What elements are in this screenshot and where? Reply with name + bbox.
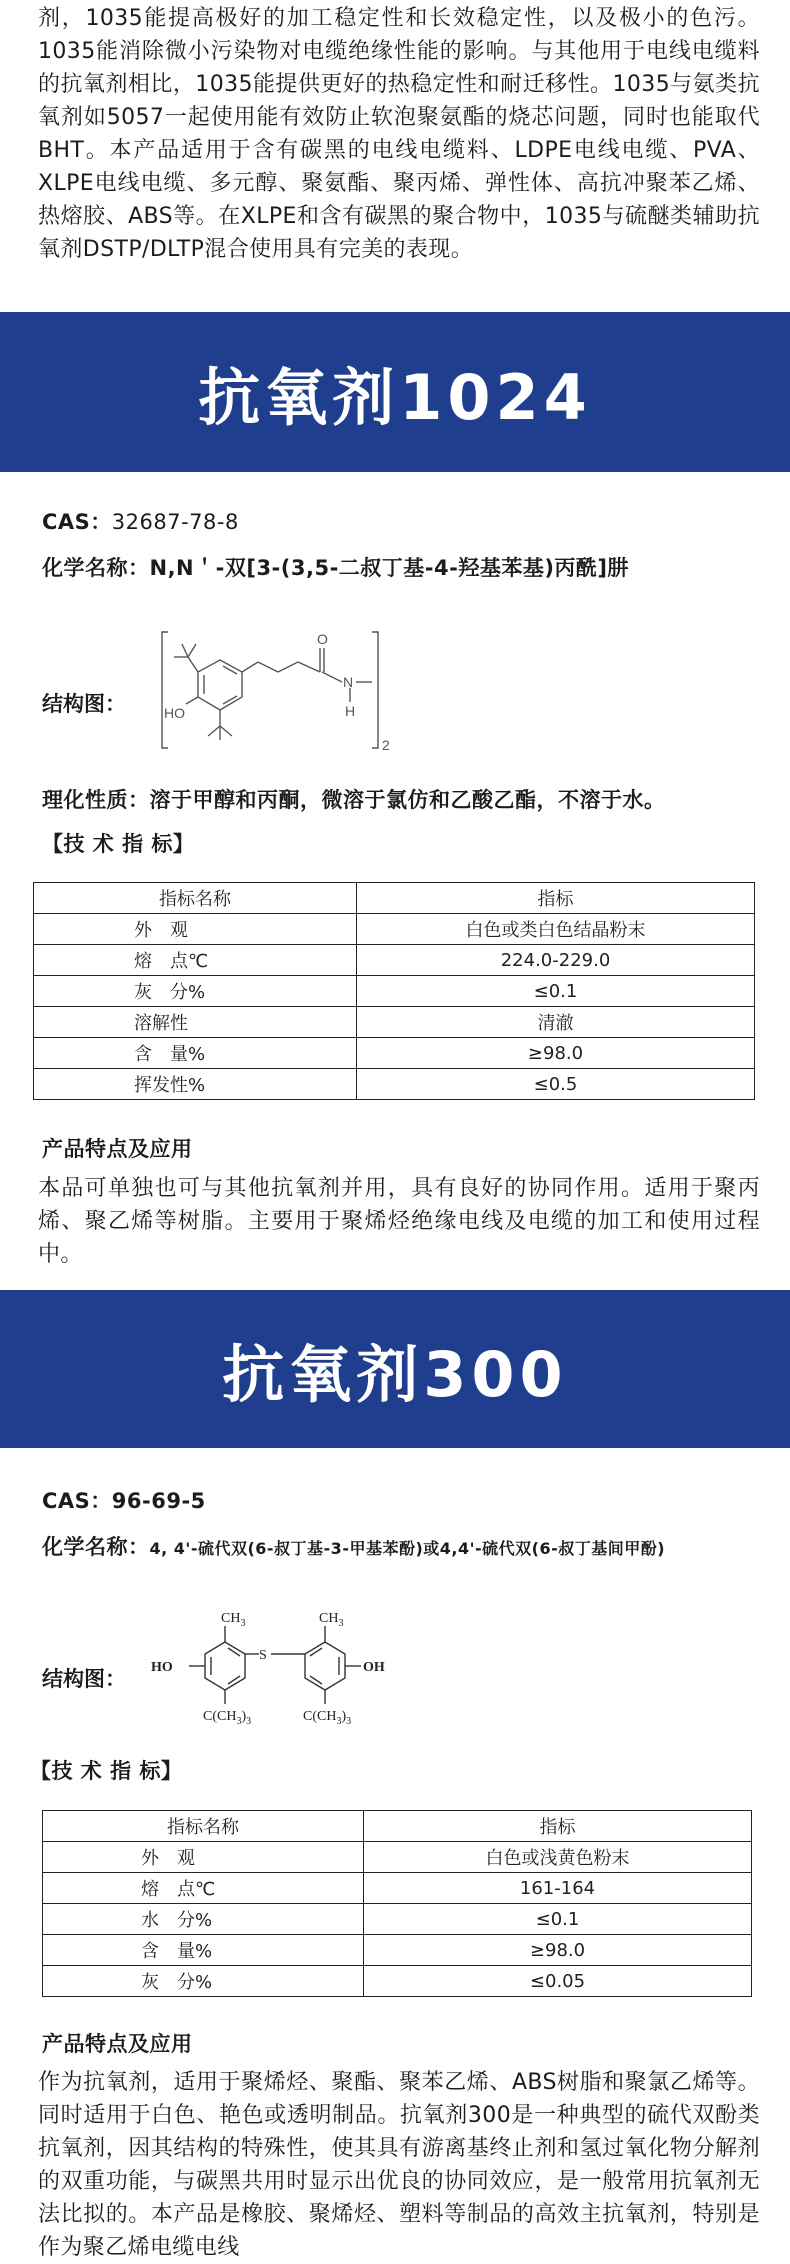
tbutyl-subscript-outer: 3	[246, 1716, 252, 1727]
spec-table-300	[42, 1810, 752, 1997]
methyl-subscript: 3	[338, 1618, 344, 1629]
table-cell: ≤0.1	[357, 976, 755, 1007]
sulfur-label: S	[259, 1648, 267, 1663]
section-banner-1024	[0, 312, 790, 472]
table-cell: ≤0.1	[364, 1904, 752, 1935]
cas-line-1024	[42, 506, 239, 536]
intro-paragraph: 剂，1035能提高极好的加工稳定性和长效稳定性，以及极小的色污。1035能消除微小污染物对电缆绝缘性能的影响。与其他用于电线电缆料的抗氧剂相比，1035能提供更好的热稳定性和耐迁移性。1035与氨类抗氧剂如5057一起使用能有效防止软泡聚氨酯的烧芯问题，同时也能取代BHT。本产品适用于含有碳黑的电线电缆料、LDPE电线电缆、PVA、XLPE电线电缆、多元醇、聚氨酯、聚丙烯、弹性体、高抗冲聚苯乙烯、热熔胶、ABS等。在XLPE和含有碳黑的聚合物中，1035与硫醚类辅助抗氧剂DSTP/DLTP混合使用具有完美的表现。	[38, 6, 760, 262]
table-cell: ≥98.0	[357, 1038, 755, 1069]
table-row	[34, 1038, 755, 1069]
table-row	[43, 1935, 752, 1966]
features-title-1024: 产品特点及应用	[42, 1137, 193, 1161]
tbutyl-subscript: 3	[236, 1716, 242, 1727]
table-cell: ≤0.05	[364, 1966, 752, 1997]
table-cell: 含 量%	[34, 1038, 357, 1069]
repeat-subscript: 2	[382, 737, 390, 753]
table-row	[43, 1873, 752, 1904]
tbutyl-text: C(CH	[303, 1709, 337, 1724]
table-header: 指标	[357, 883, 755, 914]
table-row	[34, 976, 755, 1007]
cas-label: CAS：	[42, 1489, 112, 1513]
table-cell: 224.0-229.0	[357, 945, 755, 976]
tbutyl-paren: )	[241, 1709, 247, 1724]
section-banner-300	[0, 1290, 790, 1448]
cas-label: CAS：	[42, 510, 112, 534]
spec-title-300: 【技 术 指 标】	[30, 1759, 183, 1783]
table-cell: 灰 分%	[34, 976, 357, 1007]
methyl-text: CH	[319, 1611, 339, 1626]
section-title-1024: 抗氧剂1024	[198, 360, 592, 434]
amide-n-label: N	[343, 674, 354, 690]
table-cell: 161-164	[364, 1873, 752, 1904]
table-cell: 挥发性%	[34, 1069, 357, 1100]
table-row	[34, 945, 755, 976]
property-line-1024	[42, 784, 666, 814]
table-row	[34, 1007, 755, 1038]
table-cell: 清澈	[357, 1007, 755, 1038]
chem-name-line-1024	[42, 552, 629, 582]
table-cell: ≥98.0	[364, 1935, 752, 1966]
tbutyl-subscript: 3	[336, 1716, 342, 1727]
structure-diagram-1024	[160, 622, 400, 757]
table-cell: 溶解性	[34, 1007, 357, 1038]
chem-name-line-300	[42, 1531, 665, 1561]
tbutyl-paren: )	[341, 1709, 347, 1724]
oh-group-label: OH	[363, 1660, 385, 1675]
table-row	[34, 1069, 755, 1100]
tbutyl-label-right	[303, 1709, 351, 1727]
table-cell: ≤0.5	[357, 1069, 755, 1100]
ho-group-label: HO	[164, 705, 185, 721]
table-cell: 白色或浅黄色粉末	[364, 1842, 752, 1873]
features-title-300: 产品特点及应用	[42, 2032, 193, 2056]
methyl-label-right	[319, 1611, 343, 1629]
chem-name-value: N,N＇-双[3-(3,5-二叔丁基-4-羟基苯基)丙酰]肼	[149, 556, 630, 580]
structure-label-1024: 结构图：	[42, 692, 126, 716]
property-value: 溶于甲醇和丙酮，微溶于氯仿和乙酸乙酯，不溶于水。	[149, 788, 666, 812]
table-header: 指标名称	[34, 883, 357, 914]
features-text-300: 作为抗氧剂，适用于聚烯烃、聚酯、聚苯乙烯、ABS树脂和聚氯乙烯等。同时适用于白色、艳色或透明制品。抗氧剂300是一种典型的硫代双酚类抗氧剂，因其结构的特殊性，使其具有游离基终止剂和氢过氧化物分解剂的双重功能，与碳黑共用时显示出优良的协同效应，是一般常用抗氧剂无法比拟的。本产品是橡胶、聚烯烃、塑料等制品的高效主抗氧剂，特别是作为聚乙烯电缆电线	[38, 2070, 760, 2260]
table-header-row	[43, 1811, 752, 1842]
tbutyl-label-left	[203, 1709, 251, 1727]
amide-h-label: H	[345, 703, 356, 719]
ho-group-label: HO	[151, 1660, 173, 1675]
cas-value: 96-69-5	[111, 1489, 206, 1513]
table-cell: 水 分%	[43, 1904, 364, 1935]
table-cell: 外 观	[43, 1842, 364, 1873]
cas-line-300	[42, 1485, 206, 1515]
table-row	[43, 1966, 752, 1997]
tbutyl-subscript-outer: 3	[346, 1716, 352, 1727]
table-cell: 外 观	[34, 914, 357, 945]
table-row	[34, 914, 755, 945]
chem-name-label: 化学名称：	[42, 556, 150, 580]
table-cell: 含 量%	[43, 1935, 364, 1966]
spec-table-1024	[33, 882, 755, 1100]
tbutyl-text: C(CH	[203, 1709, 237, 1724]
features-text-1024: 本品可单独也可与其他抗氧剂并用，具有良好的协同作用。适用于聚丙烯、聚乙烯等树脂。主要用于聚烯烃绝缘电线及电缆的加工和使用过程中。	[38, 1176, 760, 1267]
table-cell: 白色或类白色结晶粉末	[357, 914, 755, 945]
chem-name-label: 化学名称：	[42, 1535, 150, 1559]
chem-name-value: 4, 4'-硫代双(6-叔丁基-3-甲基苯酚)或4,4'-硫代双(6-叔丁基间甲酚)	[149, 1539, 666, 1558]
methyl-subscript: 3	[240, 1618, 246, 1629]
table-row	[43, 1904, 752, 1935]
cas-value: 32687-78-8	[111, 510, 239, 534]
spec-title-1024: 【技 术 指 标】	[42, 832, 195, 856]
table-header: 指标名称	[43, 1811, 364, 1842]
methyl-text: CH	[221, 1611, 241, 1626]
carbonyl-o-label: O	[317, 631, 328, 647]
table-header-row	[34, 883, 755, 914]
table-cell: 熔 点℃	[34, 945, 357, 976]
section-title-300: 抗氧剂300	[222, 1337, 568, 1411]
table-cell: 灰 分%	[43, 1966, 364, 1997]
table-row	[43, 1842, 752, 1873]
table-header: 指标	[364, 1811, 752, 1842]
structure-diagram-300	[145, 1600, 445, 1735]
table-cell: 熔 点℃	[43, 1873, 364, 1904]
property-label: 理化性质：	[42, 788, 150, 812]
structure-label-300: 结构图：	[42, 1667, 126, 1691]
